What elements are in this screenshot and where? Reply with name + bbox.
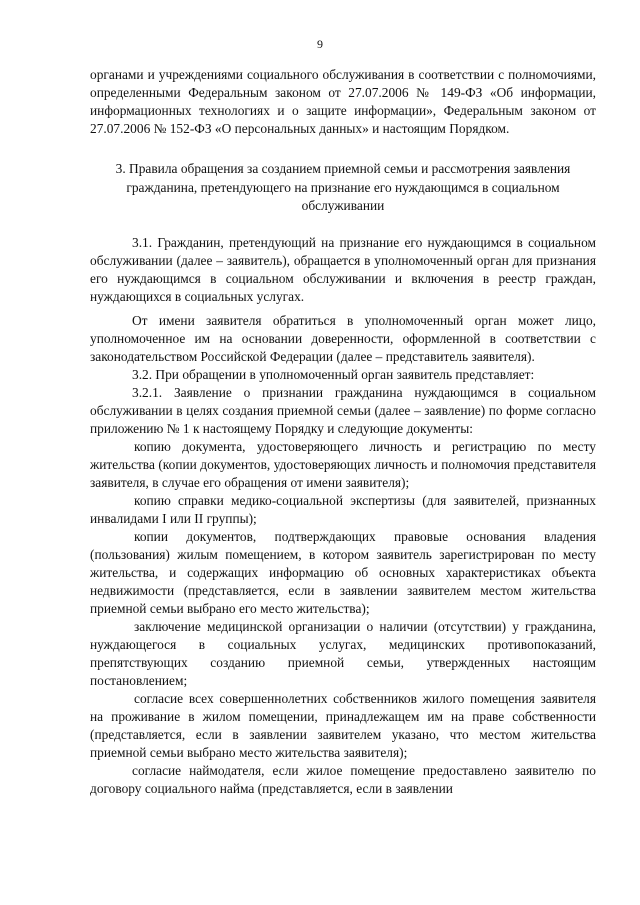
paragraph: органами и учреждениями социального обслуживания в соответствии с полномочиями, определенными Федеральным законом от 27.07.2006 № 149-ФЗ «Об информации, информационных технологиях и о защите информации», Федеральным законом от 27.07.2006 № 152-ФЗ «О персональных данных» и настоящим Порядком. [90, 67, 596, 136]
paragraph: 3.2. При обращении в уполномоченный орган заявитель представляет: [132, 366, 535, 382]
list-item: копии документов, подтверждающих правовые основания владения (пользования) жилым помещением, в котором заявитель зарегистрирован по месту жительства, и содержащих информацию об основных характеристиках объекта недвижимости (представляется, если в заявлении заявителем местом жительства приемной семьи выбрано его место жительства); [90, 528, 596, 616]
paragraph: 3.1. Гражданин, претендующий на признание его нуждающимся в социальном обслуживании (далее – заявитель), обращается в уполномоченный орган для признания его нуждающимся в социальном обслуживании и включения в реестр граждан, нуждающихся в социальных услугах. [90, 234, 596, 304]
list-item: согласие наймодателя, если жилое помещение предоставлено заявителю по договору социального найма (представляется, если в заявлении [90, 762, 596, 796]
list-item: копию документа, удостоверяющего личность и регистрацию по месту жительства (копии документов, удостоверяющих личность и полномочия представителя заявителя, в случае его обращения от имени заявителя); [90, 438, 596, 490]
list-item: заключение медицинской организации о наличии (отсутствии) у гражданина, нуждающегося в социальных услугах, медицинских противопоказаний, препятствующих созданию приемной семьи, утвержденных настоящим постановлением; [90, 618, 596, 688]
list-item: согласие всех совершеннолетних собственников жилого помещения заявителя на проживание в жилом помещении, принадлежащем им на праве собственности (представляется, если в заявлении заявителем указано, что местом жительства приемной семьи выбрано место жительства заявителя); [90, 690, 596, 760]
document-body [90, 66, 596, 798]
list-item: копию справки медико-социальной экспертизы (для заявителей, признанных инвалидами I или II группы); [90, 492, 596, 526]
section-heading: 3. Правила обращения за созданием приемной семьи и рассмотрения заявления гражданина, претендующего на признание его нуждающимся в социальном обслуживании [115, 161, 571, 213]
paragraph: От имени заявителя обратиться в уполномоченный орган может лицо, уполномоченное им на основании доверенности, оформленной в соответствии с законодательством Российской Федерации (далее – представитель заявителя). [90, 312, 596, 364]
page-number: 9 [317, 37, 323, 51]
paragraph: 3.2.1. Заявление о признании гражданина нуждающимся в социальном обслуживании в целях создания приемной семьи (далее – заявление) по форме согласно приложению № 1 к настоящему Порядку и следующие документы: [90, 384, 596, 436]
